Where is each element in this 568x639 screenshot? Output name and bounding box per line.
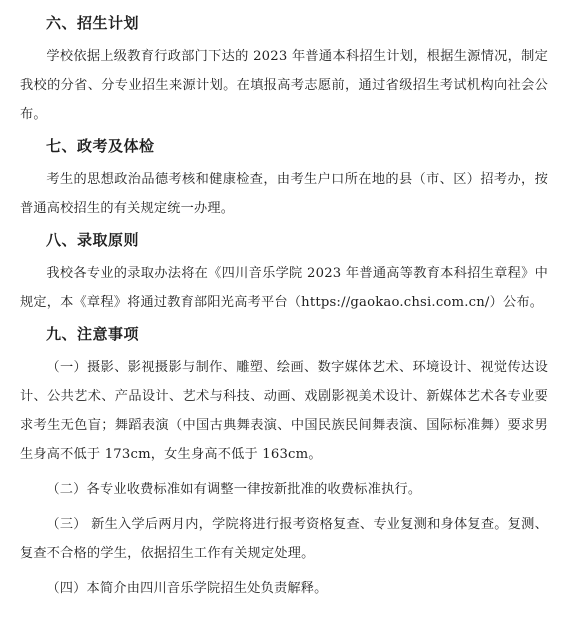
- section-heading-admission-principles: 八、录取原则: [46, 231, 140, 249]
- note-item-4: （四）本简介由四川音乐学院招生处负责解释。: [46, 581, 328, 596]
- note-item-2: （二）各专业收费标准如有调整一律按新批准的收费标准执行。: [46, 482, 422, 497]
- enrollment-plan-paragraph: 学校依据上级教育行政部门下达的 2023 年普通本科招生计划，根据生源情况，制定我校的分省、分专业招生来源计划。在填报高考志愿前，通过省级招生考试机构向社会公布。: [20, 49, 548, 122]
- political-and-health-check-paragraph: 考生的思想政治品德考核和健康检查，由考生户口所在地的县（市、区）招考办，按普通高校招生的有关规定统一办理。: [20, 172, 548, 216]
- section-heading-enrollment-plan: 六、招生计划: [46, 14, 140, 32]
- section-heading-notes: 九、注意事项: [46, 325, 140, 343]
- section-heading-political-and-health-check: 七、政考及体检: [46, 137, 155, 155]
- note-item-1: （一）摄影、影视摄影与制作、雕塑、绘画、数字媒体艺术、环境设计、视觉传达设计、公共艺术、产品设计、艺术与科技、动画、戏剧影视美术设计、新媒体艺术各专业要求考生无色盲；舞蹈表演（中国古典舞表演、中国民族民间舞表演、国际标准舞）要求男生身高不低于 173cm，女生身高不低于 163cm。: [20, 360, 548, 462]
- admission-principles-paragraph: 我校各专业的录取办法将在《四川音乐学院 2023 年普通高等教育本科招生章程》中规定，本《章程》将通过教育部阳光高考平台（https://gaokao.chsi.com.cn/）公布。: [20, 266, 548, 310]
- note-item-3: （三） 新生入学后两月内，学院将进行报考资格复查、专业复测和身体复查。复测、复查不合格的学生，依据招生工作有关规定处理。: [20, 517, 548, 561]
